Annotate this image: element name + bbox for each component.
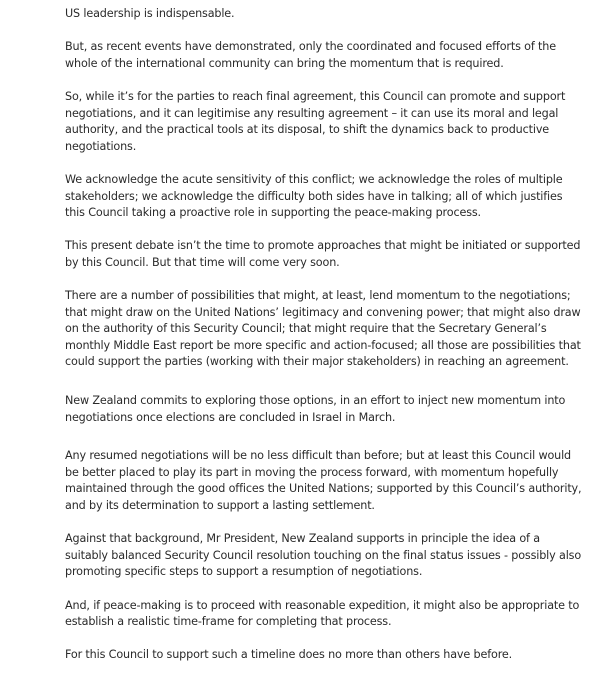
- paragraph: So, while it’s for the parties to reach final agreement, this Council can promote and support negotiations, and it can legitimise any resulting agreement – it can use its moral and legal authority, and the practical tools at its disposal, to shift the dynamics back to productive negotiations.: [65, 89, 566, 153]
- paragraph: And, if peace-making is to proceed with reasonable expedition, it might also be appropriate to establish a realistic time-frame for completing that process.: [65, 598, 580, 629]
- document-body: [65, 6, 585, 681]
- paragraph: This present debate isn’t the time to promote approaches that might be initiated or supported by this Council. But that time will come very soon.: [65, 239, 581, 269]
- paragraph: For this Council to support such a timeline does no more than others have before.: [65, 648, 513, 662]
- paragraph: Against that background, Mr President, New Zealand supports in principle the idea of a suitably balanced Security Council resolution touching on the final status issues - possibly also promoting specific steps to support a resumption of negotiations.: [65, 532, 582, 579]
- paragraph: There are a number of possibilities that might, at least, lend momentum to the negotiations; that might draw on the United Nations’ legitimacy and convening power; that might also draw on the authority of this Security Council; that might require that the Secretary General’s monthly Middle East report be more specific and action-focused; all those are possibilities that could support the parties (working with their major stakeholders) in reaching an agreement.: [65, 289, 581, 369]
- paragraph: US leadership is indispensable.: [65, 7, 235, 20]
- paragraph: New Zealand commits to exploring those options, in an effort to inject new momentum into negotiations once elections are concluded in Israel in March.: [65, 394, 566, 424]
- paragraph: But, as recent events have demonstrated, only the coordinated and focused efforts of the whole of the international community can bring the momentum that is required.: [65, 40, 556, 70]
- paragraph: We acknowledge the acute sensitivity of this conflict; we acknowledge the roles of multiple stakeholders; we acknowledge the difficulty both sides have in talking; all of which justifies this Council taking a proactive role in supporting the peace-making process.: [65, 172, 563, 220]
- paragraph: Any resumed negotiations will be no less difficult than before; but at least this Council would be better placed to play its part in moving the process forward, with momentum hopefully maintained through the good offices the United Nations; supported by this Council’s authority, and by its determination to support a lasting settlement.: [65, 449, 582, 513]
